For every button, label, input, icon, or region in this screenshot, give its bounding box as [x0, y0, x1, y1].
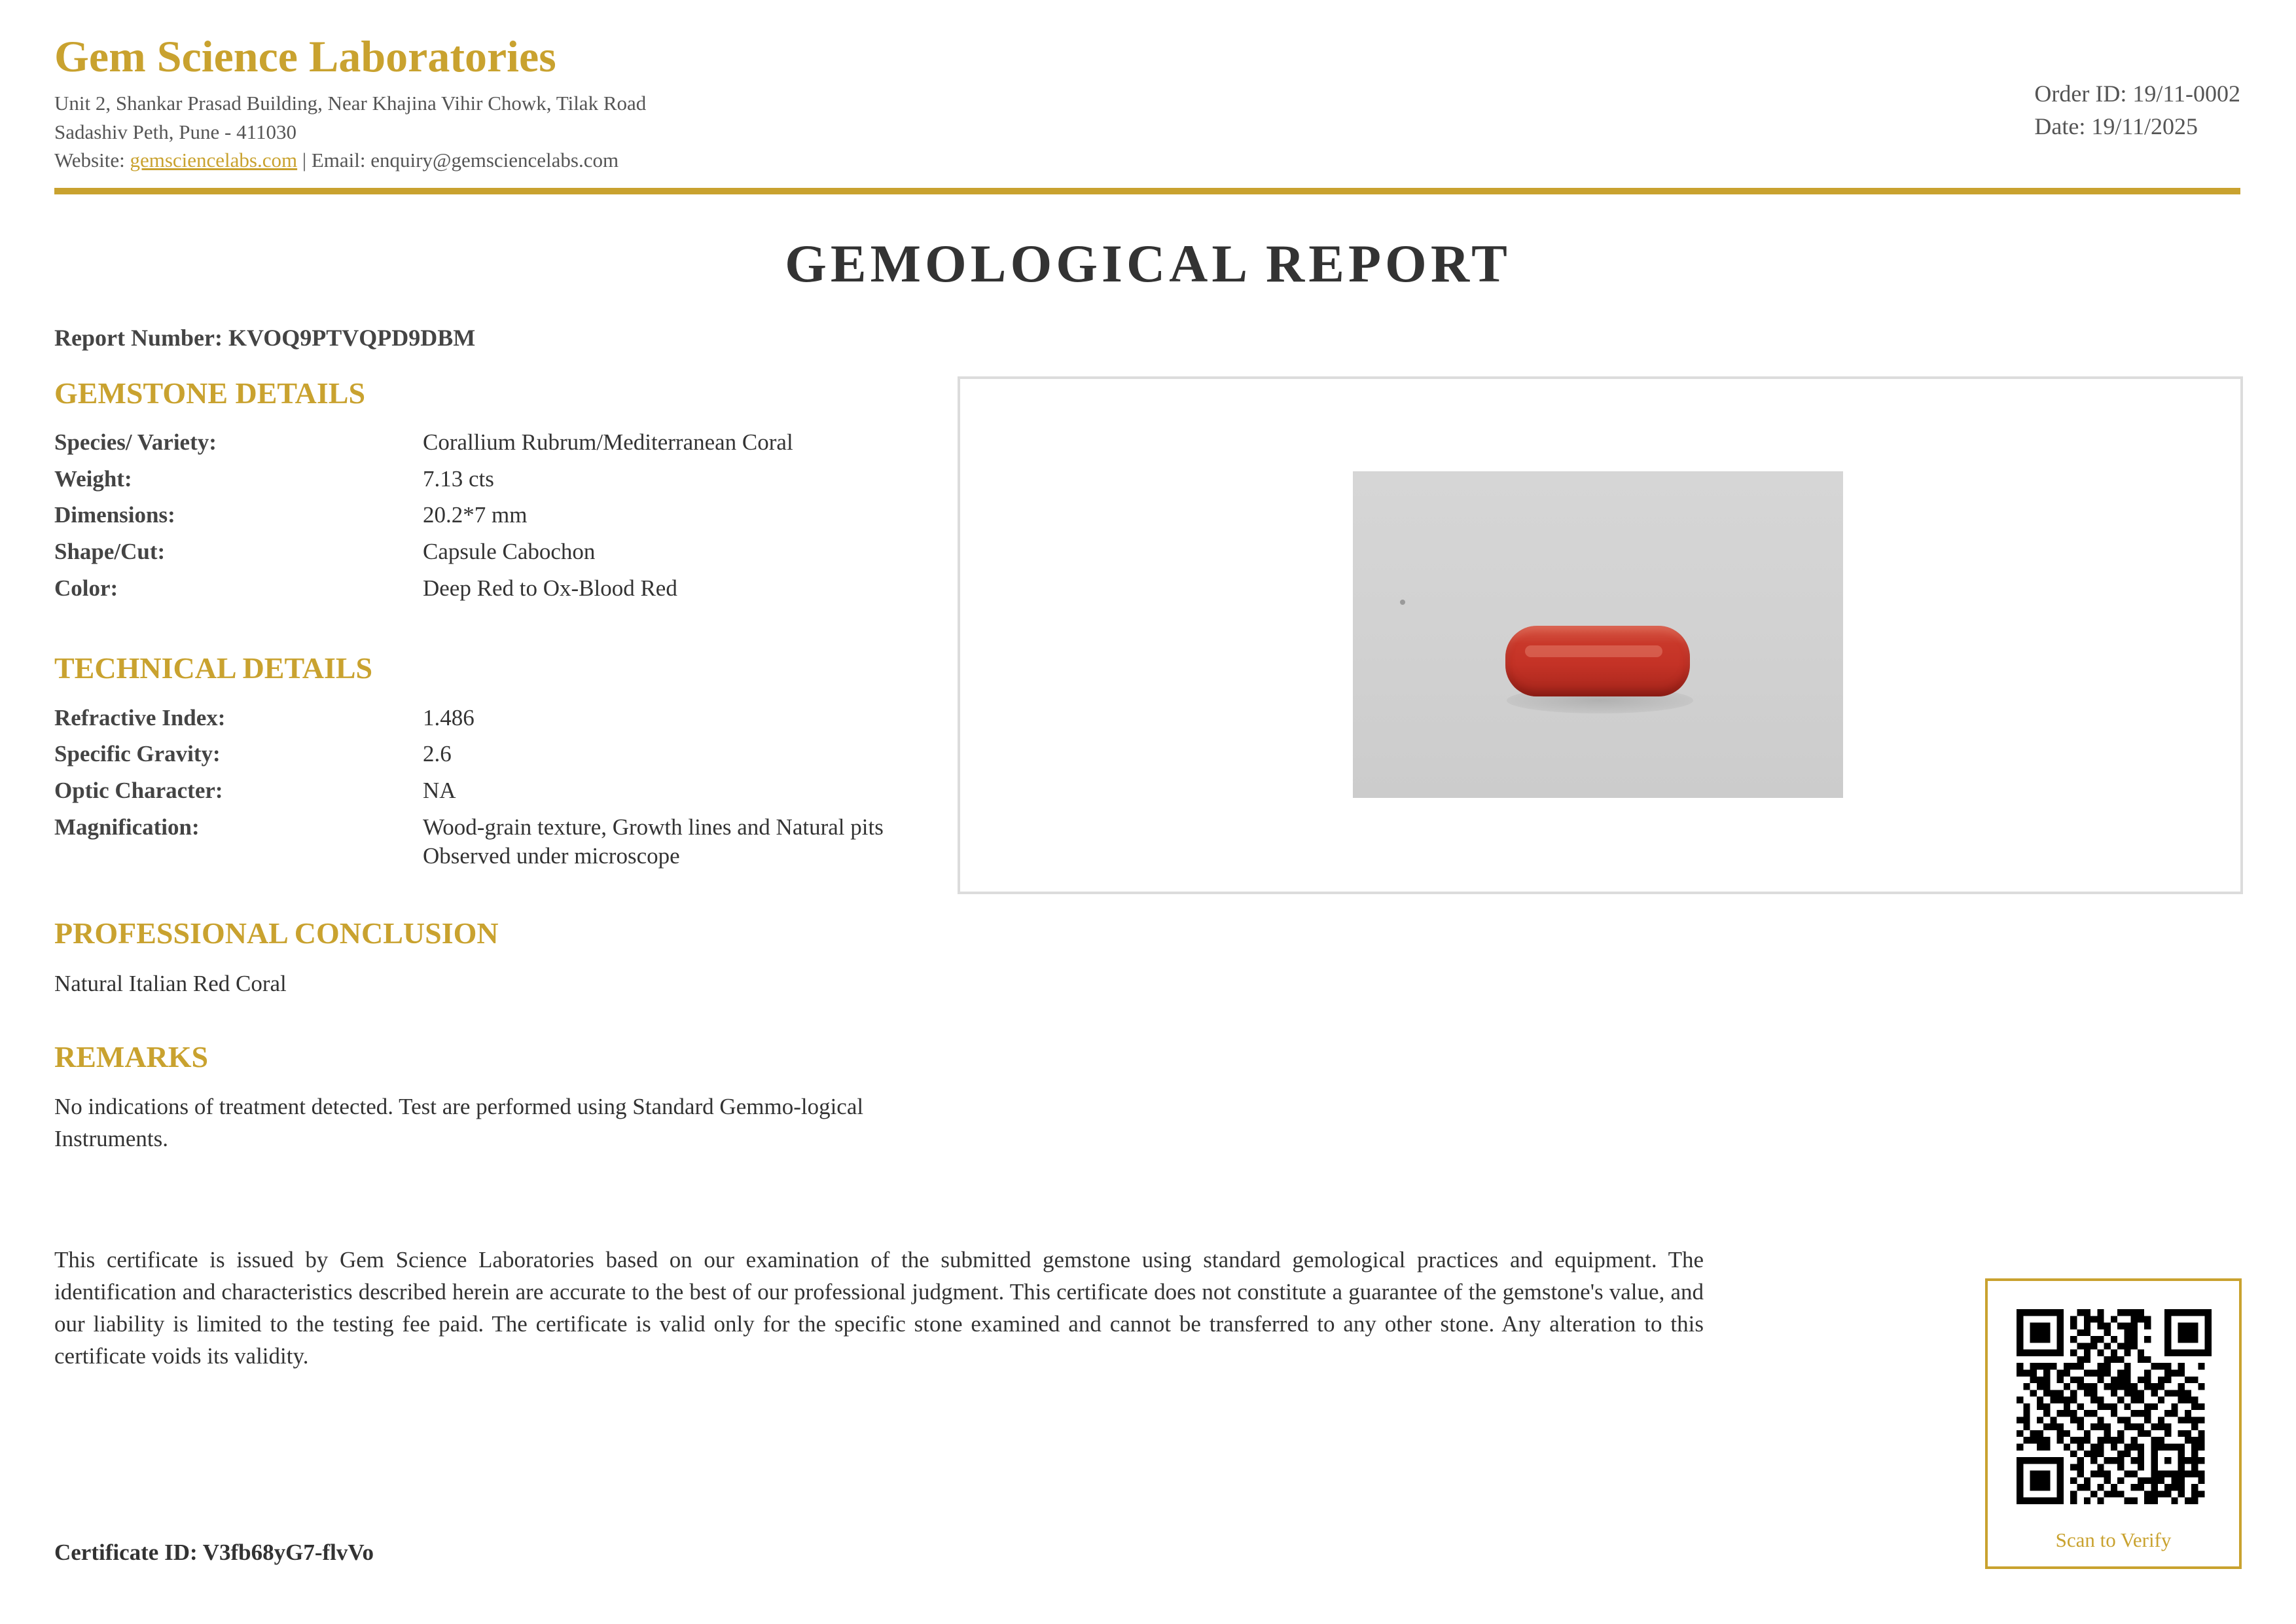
detail-value: Wood-grain texture, Growth lines and Natural pits Observed under microscope — [423, 814, 884, 869]
detail-value: Corallium Rubrum/Mediterranean Coral — [423, 429, 793, 455]
contact-line — [54, 150, 619, 170]
detail-label: Dimensions: — [54, 502, 175, 528]
lab-name: Gem Science Laboratories — [54, 31, 556, 81]
qr-verify-box[interactable] — [1985, 1278, 2242, 1569]
detail-value: 20.2*7 mm — [423, 502, 528, 528]
qr-caption: Scan to Verify — [2055, 1528, 2172, 1551]
order-date: Date: 19/11/2025 — [2034, 113, 2198, 139]
certificate-id: Certificate ID: V3fb68yG7-flvVo — [54, 1540, 374, 1565]
page-title: GEMOLOGICAL REPORT — [785, 234, 1511, 293]
website-label: Website: — [54, 149, 130, 171]
address-line-2: Sadashiv Peth, Pune - 411030 — [54, 120, 296, 143]
remarks-text: No indications of treatment detected. Test are performed using Standard Gemmo-logical Instruments. — [54, 1094, 864, 1151]
detail-value: Capsule Cabochon — [423, 539, 596, 564]
coral-stone-icon — [1505, 626, 1690, 696]
technical-details-heading: TECHNICAL DETAILS — [54, 651, 373, 685]
order-id: Order ID: 19/11-0002 — [2034, 81, 2240, 107]
detail-label: Optic Character: — [54, 778, 223, 803]
detail-value: 1.486 — [423, 705, 475, 731]
detail-label: Species/ Variety: — [54, 429, 217, 455]
remarks-heading: REMARKS — [54, 1040, 209, 1074]
detail-value: 2.6 — [423, 741, 452, 767]
email-text: | Email: enquiry@gemsciencelabs.com — [297, 149, 619, 171]
gemstone-details-heading: GEMSTONE DETAILS — [54, 376, 366, 410]
stone-highlight — [1525, 645, 1662, 657]
qr-code-icon[interactable] — [2017, 1309, 2212, 1504]
detail-value: Deep Red to Ox-Blood Red — [423, 575, 677, 601]
gem-image-frame — [958, 376, 2243, 894]
detail-label: Refractive Index: — [54, 705, 226, 731]
website-link[interactable]: gemsciencelabs.com — [130, 149, 298, 171]
order-info — [2034, 77, 2240, 143]
detail-value: NA — [423, 778, 456, 803]
gem-photo — [1353, 471, 1843, 798]
detail-label: Specific Gravity: — [54, 741, 221, 767]
conclusion-text: Natural Italian Red Coral — [54, 971, 287, 996]
header-divider — [54, 188, 2240, 194]
detail-label: Weight: — [54, 466, 132, 492]
address-line-1: Unit 2, Shankar Prasad Building, Near Khajina Vihir Chowk, Tilak Road — [54, 92, 647, 115]
detail-label: Shape/Cut: — [54, 539, 166, 564]
conclusion-heading: PROFESSIONAL CONCLUSION — [54, 916, 499, 950]
disclaimer-text: This certificate is issued by Gem Science Laboratories based on our examination of the submitted gemstone using standard gemological practices and equipment. The identification and characteristics described herein are accurate to the best of our professional judgment. This certificate does not constitute a guarantee of the gemstone's value, and our liability is limited to the testing fee paid. The certificate is valid only for the specific stone examined and cannot be transferred to any other stone. Any alteration to this certificate voids its validity. — [54, 1247, 1704, 1369]
report-number: Report Number: KVOQ9PTVQPD9DBM — [54, 325, 476, 351]
detail-label: Color: — [54, 575, 118, 601]
detail-value: 7.13 cts — [423, 466, 494, 492]
photo-speck — [1400, 600, 1405, 605]
detail-label: Magnification: — [54, 814, 200, 840]
